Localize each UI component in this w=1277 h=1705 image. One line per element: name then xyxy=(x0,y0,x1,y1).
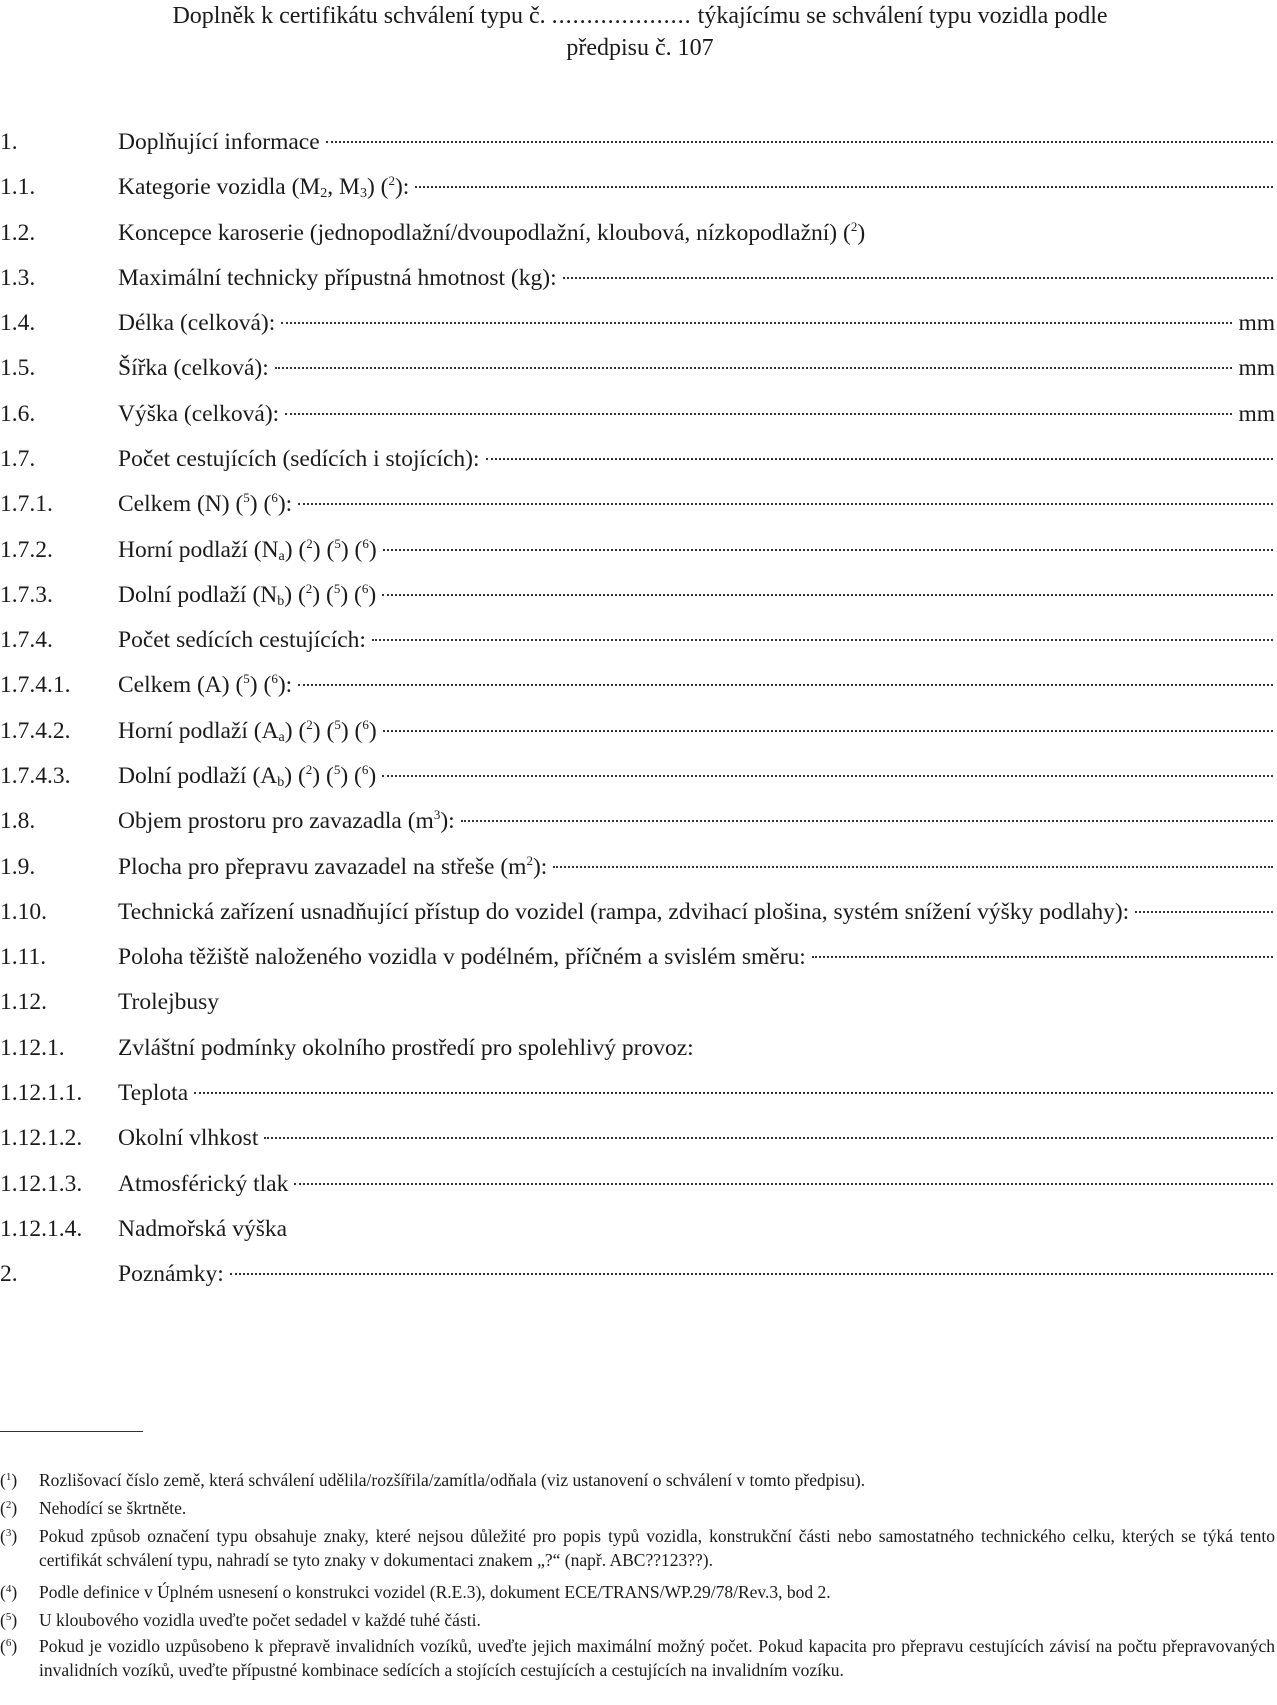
item-number: 1.3. xyxy=(0,265,36,291)
footnote-text: U kloubového vozidla uveďte počet sedadel v každé tuhé části. xyxy=(39,1610,481,1630)
item-1-7-4-2 xyxy=(0,713,1275,749)
title-text-start: Doplněk k certifikátu schválení typu č. xyxy=(172,3,546,29)
fill-in-field[interactable] xyxy=(298,683,1273,686)
unit-label: mm xyxy=(1238,401,1275,427)
fill-in-field[interactable] xyxy=(383,548,1273,551)
item-1-12 xyxy=(0,984,1275,1020)
item-label xyxy=(118,713,377,749)
item-number: 1.7.4.1. xyxy=(0,672,71,698)
item-1-11 xyxy=(0,939,1275,975)
label-part: ) ( xyxy=(312,537,335,563)
fill-in-field[interactable] xyxy=(415,185,1273,188)
footnote-number xyxy=(0,1524,39,1548)
item-number: 1.9. xyxy=(0,854,36,880)
item-label xyxy=(118,758,376,794)
label-part: Plocha pro přepravu zavazadel na střeše (m xyxy=(118,854,527,880)
unit-label: mm xyxy=(1238,310,1275,336)
item-number: 1.7.3. xyxy=(0,582,53,608)
footnote-text: Rozlišovací číslo země, která schválení udělila/rozšířila/zamítla/odňala (viz ustanovení o schválení v tomto předpisu). xyxy=(39,1470,866,1490)
item-label xyxy=(118,577,376,613)
footnote-mark: 5 xyxy=(5,1611,12,1623)
footnote-mark: 1 xyxy=(5,1471,12,1483)
item-label xyxy=(118,215,865,251)
subscript: b xyxy=(277,775,285,790)
label-part: Kategorie vozidla (M xyxy=(118,174,321,200)
item-label xyxy=(118,169,409,205)
fill-in-field[interactable] xyxy=(812,955,1273,958)
item-number: 1.12.1.2. xyxy=(0,1125,83,1151)
footnote-text: Nehodící se škrtněte. xyxy=(39,1498,187,1518)
footnote-ref: 2 xyxy=(850,219,858,234)
label-part: ) ( xyxy=(249,672,272,698)
footnote-4 xyxy=(0,1580,1275,1604)
footnote-ref: 2 xyxy=(305,762,313,777)
item-number: 1.7.1. xyxy=(0,491,53,517)
fill-in-field[interactable] xyxy=(382,774,1273,777)
footnote-ref: 6 xyxy=(362,536,369,551)
fill-in-field[interactable] xyxy=(285,412,1232,415)
fill-in-field[interactable] xyxy=(563,276,1273,279)
footnote-mark: 2 xyxy=(5,1499,12,1511)
fill-in-field[interactable] xyxy=(486,457,1273,460)
label-part: Celkem (N) ( xyxy=(118,491,244,517)
fill-in-field[interactable] xyxy=(294,1182,1273,1185)
footnote-text: Pokud způsob označení typu obsahuje znaky, které nejsou důležité pro popis typů vozidla, konstrukční části nebo samostatného technického celku, kterých se týká tento certifikát schválení typu, nahradí se tyto znaky v dokumentaci znakem „?“ (např. ABC??123??). xyxy=(39,1526,1275,1570)
subscript: b xyxy=(277,594,285,609)
item-label xyxy=(118,803,455,839)
item-label xyxy=(118,849,547,885)
label-part: ) xyxy=(368,537,377,563)
item-number: 1.6. xyxy=(0,401,36,427)
paren: ) xyxy=(11,1498,18,1518)
unit-label: mm xyxy=(1238,355,1275,381)
label-part: ) xyxy=(368,763,377,789)
superscript: 2 xyxy=(526,853,533,868)
footnote-ref: 2 xyxy=(306,717,313,732)
subscript: a xyxy=(278,730,285,745)
footnote-ref: 2 xyxy=(306,536,313,551)
item-number: 1. xyxy=(0,129,18,155)
fill-in-field[interactable] xyxy=(372,638,1273,641)
item-label: Okolní vlhkost xyxy=(118,1125,259,1151)
item-1-7-4-3 xyxy=(0,758,1275,794)
item-label: Trolejbusy xyxy=(118,989,219,1015)
footnote-number xyxy=(0,1634,39,1658)
label-part: ) ( xyxy=(284,763,306,789)
label-part: ) ( xyxy=(284,537,307,563)
label-part: Dolní podlaží (N xyxy=(118,582,278,608)
footnote-2 xyxy=(0,1496,1275,1520)
label-part: ): xyxy=(277,672,293,698)
item-label: Délka (celková): xyxy=(118,310,276,336)
subscript: a xyxy=(278,549,285,564)
item-number: 1.7. xyxy=(0,446,36,472)
footnote-number xyxy=(0,1580,39,1604)
paren: ( xyxy=(0,1526,6,1546)
label-part: ) ( xyxy=(312,582,334,608)
item-1-4 xyxy=(0,305,1275,341)
paren: ) xyxy=(11,1470,18,1490)
item-1-8 xyxy=(0,803,1275,839)
footnote-number xyxy=(0,1608,39,1632)
item-label xyxy=(118,532,377,568)
paren: ) xyxy=(11,1582,18,1602)
item-label: Doplňující informace xyxy=(118,129,320,155)
paren: ( xyxy=(0,1636,6,1656)
item-label xyxy=(118,486,292,522)
item-1 xyxy=(0,124,1275,160)
footnote-mark: 4 xyxy=(5,1583,12,1595)
item-1-6 xyxy=(0,396,1275,432)
item-1-7-1 xyxy=(0,486,1275,522)
item-1-7-4 xyxy=(0,622,1275,658)
item-label: Poznámky: xyxy=(118,1261,224,1287)
item-label: Zvláštní podmínky okolního prostředí pro spolehlivý provoz: xyxy=(118,1035,694,1061)
label-part: Dolní podlaží (A xyxy=(118,763,278,789)
fill-in-field[interactable] xyxy=(275,366,1233,369)
subscript: 3 xyxy=(359,186,367,201)
label-part: Objem prostoru pro zavazadla (m xyxy=(118,808,434,834)
item-label: Počet sedících cestujících: xyxy=(118,627,366,653)
title-line-1 xyxy=(120,0,1160,32)
item-label: Poloha těžiště naloženého vozidla v podélném, příčném a svislém směru: xyxy=(118,944,806,970)
footnote-number xyxy=(0,1468,39,1492)
item-label: Nadmořská výška xyxy=(118,1216,288,1242)
item-1-7 xyxy=(0,441,1275,477)
fill-in-field[interactable] xyxy=(382,593,1273,596)
label-part: ): xyxy=(440,808,455,834)
label-part: ) ( xyxy=(284,582,306,608)
item-1-7-4-1 xyxy=(0,667,1275,703)
item-number: 1.12. xyxy=(0,989,47,1015)
footnote-ref: 5 xyxy=(334,717,341,732)
item-1-12-1 xyxy=(0,1030,1275,1066)
footnote-ref: 6 xyxy=(361,581,369,596)
item-label: Počet cestujících (sedících i stojících): xyxy=(118,446,480,472)
label-part: ) ( xyxy=(366,174,389,200)
footnote-ref: 5 xyxy=(333,762,341,777)
item-number: 1.7.4.2. xyxy=(0,718,71,744)
label-part: , M xyxy=(327,174,360,200)
paren: ( xyxy=(0,1470,6,1490)
certificate-number-blank[interactable]: .................... xyxy=(551,3,692,29)
footnote-ref: 5 xyxy=(333,581,341,596)
item-2 xyxy=(0,1256,1275,1292)
label-part: ): xyxy=(532,854,548,880)
label-part: Horní podlaží (N xyxy=(118,537,279,563)
item-number: 1.12.1.4. xyxy=(0,1216,83,1242)
fill-in-field[interactable] xyxy=(264,1136,1273,1139)
item-label xyxy=(118,667,292,703)
footnote-mark: 3 xyxy=(5,1527,12,1539)
footnote-6 xyxy=(0,1634,1275,1682)
label-part: ) ( xyxy=(312,763,334,789)
label-part: ) ( xyxy=(312,718,335,744)
item-number: 1.7.2. xyxy=(0,537,53,563)
label-part: ) ( xyxy=(340,718,363,744)
footnote-text: Podle definice v Úplném usnesení o konstrukci vozidel (R.E.3), dokument ECE/TRANS/WP.29/78/Rev.3, bod 2. xyxy=(39,1582,831,1602)
fill-in-field[interactable] xyxy=(298,502,1273,505)
title-text-end: týkajícímu se schválení typu vozidla podle xyxy=(697,3,1108,29)
label-part: Horní podlaží (A xyxy=(118,718,279,744)
footnote-ref: 5 xyxy=(243,671,250,686)
label-part: ): xyxy=(394,174,410,200)
item-number: 1.8. xyxy=(0,808,36,834)
label-part: ) ( xyxy=(284,718,307,744)
footnote-3 xyxy=(0,1524,1275,1572)
label-part: Celkem (A) ( xyxy=(118,672,244,698)
item-number: 1.7.4. xyxy=(0,627,53,653)
footnote-ref: 2 xyxy=(305,581,313,596)
item-1-12-1-2 xyxy=(0,1120,1275,1156)
item-1-5 xyxy=(0,350,1275,386)
footnote-ref: 6 xyxy=(361,762,369,777)
item-number: 1.5. xyxy=(0,355,36,381)
item-number: 1.12.1.3. xyxy=(0,1171,83,1197)
item-number: 1.12.1.1. xyxy=(0,1080,83,1106)
subscript: 2 xyxy=(320,186,328,201)
item-1-10 xyxy=(0,894,1275,930)
item-number: 2. xyxy=(0,1261,18,1287)
item-1-12-1-1 xyxy=(0,1075,1275,1111)
label-part: ) ( xyxy=(249,491,272,517)
paren: ( xyxy=(0,1498,6,1518)
paren: ( xyxy=(0,1582,6,1602)
label-part: Koncepce karoserie (jednopodlažní/dvoupodlažní, kloubová, nízkopodlažní) ( xyxy=(118,220,851,246)
fill-in-field[interactable] xyxy=(1135,910,1273,913)
label-part: ) ( xyxy=(340,763,362,789)
item-label: Šířka (celková): xyxy=(118,355,269,381)
footnote-separator xyxy=(0,1431,143,1432)
footnote-ref: 5 xyxy=(243,490,250,505)
item-label: Atmosférický tlak xyxy=(118,1171,289,1197)
item-number: 1.7.4.3. xyxy=(0,763,71,789)
fill-in-field[interactable] xyxy=(383,729,1273,732)
item-1-2 xyxy=(0,215,1275,251)
item-1-7-2 xyxy=(0,532,1275,568)
paren: ) xyxy=(11,1636,18,1656)
item-number: 1.1. xyxy=(0,174,36,200)
footnote-ref: 6 xyxy=(271,490,278,505)
item-1-12-1-4 xyxy=(0,1211,1275,1247)
item-label: Technická zařízení usnadňující přístup do vozidel (rampa, zdvihací plošina, systém snížení výšky podlahy): xyxy=(118,899,1130,925)
label-part: ) xyxy=(368,718,377,744)
footnote-number xyxy=(0,1496,39,1520)
label-part: ) ( xyxy=(340,537,363,563)
item-number: 1.4. xyxy=(0,310,36,336)
paren: ) xyxy=(11,1526,18,1546)
footnote-ref: 2 xyxy=(388,173,395,188)
item-number: 1.2. xyxy=(0,220,36,246)
footnote-ref: 6 xyxy=(362,717,369,732)
item-1-3 xyxy=(0,260,1275,296)
item-1-1 xyxy=(0,169,1275,205)
item-1-12-1-3 xyxy=(0,1166,1275,1202)
fill-in-field[interactable] xyxy=(553,865,1273,868)
item-label: Maximální technicky přípustná hmotnost (kg): xyxy=(118,265,557,291)
paren: ( xyxy=(0,1610,6,1630)
footnote-mark: 6 xyxy=(5,1637,12,1649)
label-part: ) ( xyxy=(340,582,362,608)
item-1-9 xyxy=(0,849,1275,885)
footnote-ref: 6 xyxy=(271,671,278,686)
item-1-7-3 xyxy=(0,577,1275,613)
superscript: 3 xyxy=(433,807,441,822)
label-part: ) xyxy=(368,582,377,608)
item-label: Teplota xyxy=(118,1080,189,1106)
footnote-text: Pokud je vozidlo uzpůsobeno k přepravě invalidních vozíků, uveďte jejich maximální možný počet. Pokud kapacita pro přepravu cestujících závisí na počtu přepravovaných invalidních vozíků, uveďte přípustné kombinace sedících a stojících cestujících a cestujících na invalidním vozíku. xyxy=(39,1636,1275,1680)
item-number: 1.12.1. xyxy=(0,1035,65,1061)
item-number: 1.10. xyxy=(0,899,47,925)
footnote-1 xyxy=(0,1468,1275,1492)
title-line-2: předpisu č. 107 xyxy=(566,35,714,61)
label-part: ) xyxy=(857,220,866,246)
item-number: 1.11. xyxy=(0,944,47,970)
fill-in-field[interactable] xyxy=(281,321,1232,324)
item-label: Výška (celková): xyxy=(118,401,280,427)
fill-in-field[interactable] xyxy=(230,1272,1273,1275)
label-part: ): xyxy=(277,491,293,517)
document-title xyxy=(120,0,1160,64)
footnote-ref: 5 xyxy=(334,536,341,551)
fill-in-field[interactable] xyxy=(461,819,1273,822)
footnote-5 xyxy=(0,1608,1275,1632)
fill-in-field[interactable] xyxy=(326,140,1273,143)
paren: ) xyxy=(11,1610,18,1630)
fill-in-field[interactable] xyxy=(194,1091,1273,1094)
